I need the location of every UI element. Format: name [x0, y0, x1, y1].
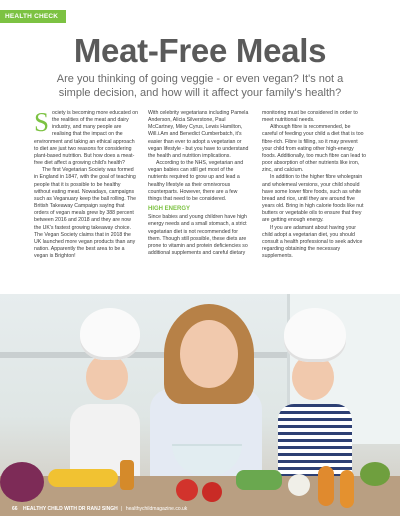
column-1 [34, 110, 138, 290]
column-2 [148, 110, 252, 290]
page-footer [0, 502, 400, 516]
paragraph: monitoring must be considered in order to meet nutritional needs. [262, 110, 358, 124]
family-cooking-photo [0, 294, 400, 516]
paragraph: The first Vegetarian Society was formed in England in 1847, with the goal of teaching people that it is possible to be healthy without eating meat. Nowadays, campaigns such as Veganuary keep the ball rolling. The British Takeaway Campaign saying that orders of vegan meals grew by 388 percent between 2016 and 2018 and they are now the UK's fastest growing takeaway choice. The Vegan Society claims that in 2018 the UK launched more vegan products than any nation. Apparently the best area to be a vegan is Brighton! [34, 167, 136, 260]
mother-face [180, 320, 238, 388]
courgette [236, 470, 282, 490]
drop-cap: S [34, 110, 50, 137]
paragraph: Although fibre is recommended, be careful of feeding your child a diet that is too fibre-rich. Fibre is filling, so it may prevent your child from eating other high-energy foods. Additionally, too much fibre can lead to poor absorption of other nutrients like iron, zinc, and calcium. [262, 124, 366, 174]
paragraph: With celebrity vegetarians including Pamela Anderson, Alicia Silverstone, Paul McCartney, Miley Cyrus, Lewis Hamilton, Will.i.Am and Benedict Cumberbatch, it's easier than ever to adopt a vegetarian or vegan lifestyle - but you have to understand the health and nutrition implications. [148, 110, 249, 159]
page-title: Meat-Free Meals [73, 32, 327, 69]
section-tag: HEALTH CHECK [0, 10, 66, 23]
yellow-pepper [48, 469, 118, 487]
paragraph: Since babies and young children have high energy needs and a small stomach, a strict vegetarian diet is not recommended for them. Though still possible, these diets are prone to vitamin and protein deficiencies so additional supplements and careful dietary [148, 214, 248, 256]
broccoli [360, 462, 390, 486]
subheading: HIGH ENERGY [148, 206, 191, 213]
tomato [176, 479, 198, 501]
footer-separator: | [121, 506, 123, 512]
paragraph-text: ociety is becoming more educated on the realities of the meat and dairy industry, and many people are realising that the impact on the environment and taking an ethical approach to diet are just two reasons for considering plant-based nutrition. But how does a meat-free diet affect a growing child's health? [34, 110, 138, 167]
paragraph: In addition to the higher fibre wholegrain and wholemeal versions, your child should have some lower fibre foods, such as white bread and rice, until they are around five years old. Bring in high calorie foods like nut butters or vegetable oils to ensure that they are getting enough energy. [262, 174, 364, 224]
onion [288, 474, 310, 496]
page-number: 66 [12, 506, 18, 512]
paragraph [34, 110, 138, 167]
red-cabbage [0, 462, 44, 502]
column-3 [262, 110, 366, 290]
tomato [202, 482, 222, 502]
article-body [34, 110, 366, 290]
chef-hat [80, 308, 140, 360]
child-face [86, 354, 128, 400]
carrot [318, 466, 334, 506]
website-link[interactable]: healthychildmagazine.co.uk [125, 506, 188, 512]
paragraph: If you are adamant about having your child adopt a vegetarian diet, you should consult a health professional to seek advice regarding obtaining the necessary supplements. [262, 224, 363, 260]
chef-hat [284, 308, 346, 362]
paragraph: According to the NHS, vegetarian and vegan babies can still get most of the nutrients required to grow up and lead a healthy lifestyle as their omnivorous counterparts. However, there are a few things that need to be considered. [148, 160, 244, 202]
jar [120, 460, 134, 490]
standfirst: Are you thinking of going veggie - or even vegan? It's not a simple decision, and how will it affect your family's health? [56, 73, 344, 99]
publication-name: HEALTHY CHILD WITH DR RANJ SINGH [22, 506, 118, 512]
